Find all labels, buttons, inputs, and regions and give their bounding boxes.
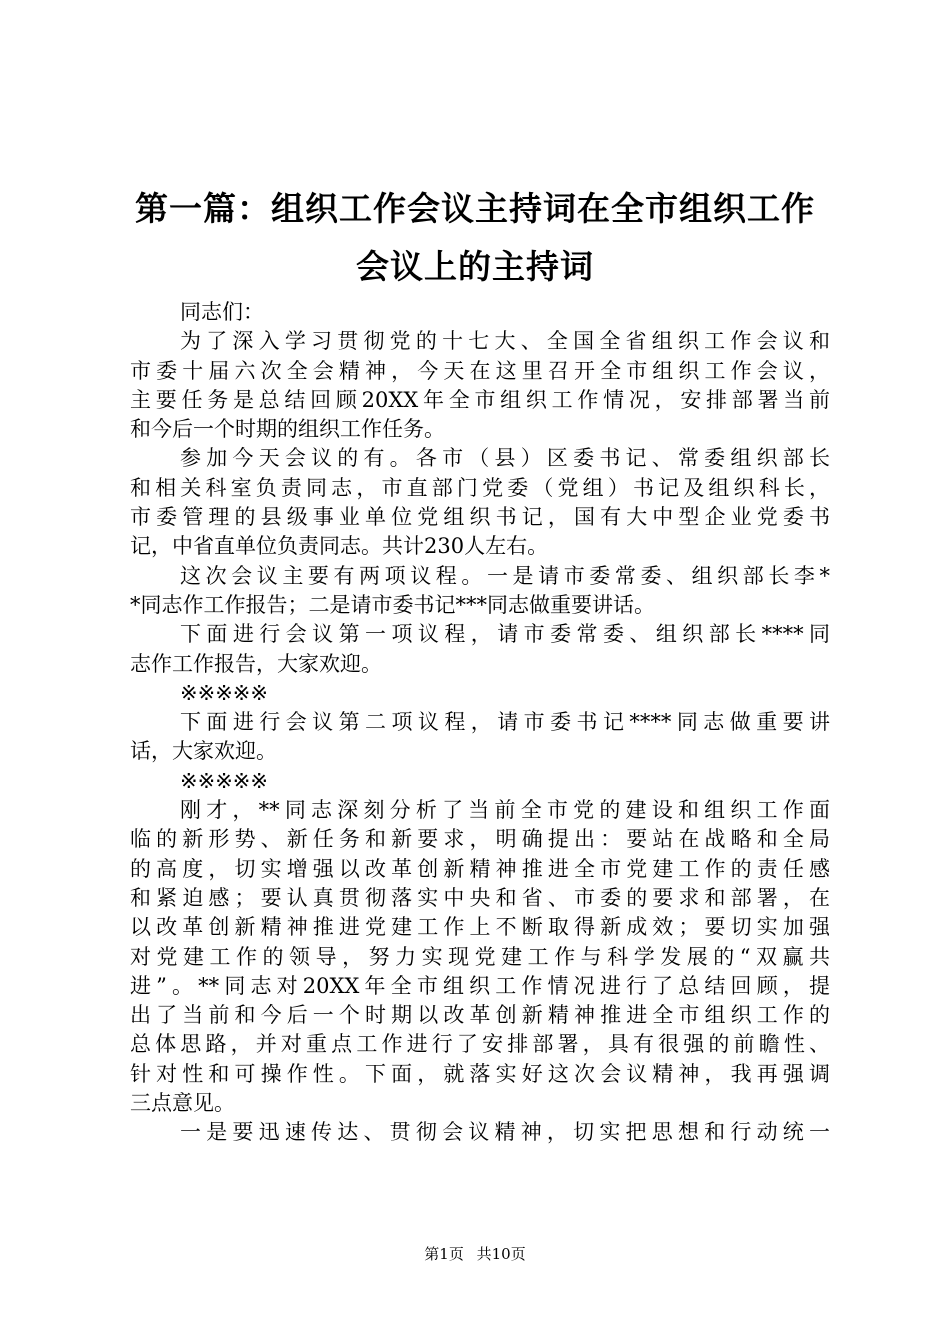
body-line: 这次会议主要有两项议程。一是请市委常委、组织部长李* bbox=[180, 563, 830, 588]
section-separator: ※※※※※ bbox=[180, 680, 268, 705]
body-line: 临的新形势、新任务和新要求，明确提出：要站在战略和全局 bbox=[130, 827, 830, 852]
body-line: 刚才，**同志深刻分析了当前全市党的建设和组织工作面 bbox=[180, 798, 830, 823]
body-line: 和今后一个时期的组织工作任务。 bbox=[130, 417, 445, 442]
document-body bbox=[130, 298, 830, 1148]
body-line: 为了深入学习贯彻党的十七大、全国全省组织工作会议和 bbox=[180, 329, 830, 354]
body-line: 进”。**同志对20XX年全市组织工作情况进行了总结回顾，提 bbox=[130, 973, 830, 998]
page-number: 第1页 bbox=[424, 1245, 464, 1263]
body-line: *同志作工作报告；二是请市委书记***同志做重要讲话。 bbox=[130, 592, 655, 617]
section-separator: ※※※※※ bbox=[180, 768, 268, 793]
body-line: 市委管理的县级事业单位党组织书记，国有大中型企业党委书 bbox=[130, 505, 830, 530]
body-line: 下面进行会议第二项议程，请市委书记****同志做重要讲 bbox=[180, 710, 830, 735]
document-title bbox=[100, 180, 850, 296]
body-line: 总体思路，并对重点工作进行了安排部署，具有很强的前瞻性、 bbox=[130, 1032, 830, 1057]
body-line: 对党建工作的领导，努力实现党建工作与科学发展的“双赢共 bbox=[130, 944, 830, 969]
title-line-1: 第一篇：组织工作会议主持词在全市组织工作 bbox=[135, 189, 815, 228]
body-line: 市委十届六次全会精神，今天在这里召开全市组织工作会议， bbox=[130, 358, 830, 383]
body-line: 和紧迫感；要认真贯彻落实中央和省、市委的要求和部署，在 bbox=[130, 885, 830, 910]
body-line: 记，中省直单位负责同志。共计230人左右。 bbox=[130, 534, 549, 559]
title-line-2: 会议上的主持词 bbox=[356, 247, 594, 286]
body-line: 参加今天会议的有。各市（县）区委书记、常委组织部长 bbox=[180, 446, 830, 471]
body-line: 的高度，切实增强以改革创新精神推进全市党建工作的责任感 bbox=[130, 856, 830, 881]
body-line: 出了当前和今后一个时期以改革创新精神推进全市组织工作的 bbox=[130, 1003, 830, 1028]
body-line: 和相关科室负责同志，市直部门党委（党组）书记及组织科长， bbox=[130, 475, 830, 500]
body-line: 志作工作报告，大家欢迎。 bbox=[130, 651, 382, 676]
body-line: 三点意见。 bbox=[130, 1091, 235, 1116]
salutation: 同志们： bbox=[180, 300, 264, 324]
body-line: 针对性和可操作性。下面，就落实好这次会议精神，我再强调 bbox=[130, 1061, 830, 1086]
body-line: 下面进行会议第一项议程，请市委常委、组织部长****同 bbox=[180, 622, 830, 647]
body-line: 一是要迅速传达、贯彻会议精神，切实把思想和行动统一 bbox=[180, 1120, 830, 1145]
body-line: 主要任务是总结回顾20XX年全市组织工作情况，安排部署当前 bbox=[130, 387, 830, 412]
body-line: 以改革创新精神推进党建工作上不断取得新成效；要切实加强 bbox=[130, 915, 830, 940]
page-footer bbox=[0, 1244, 950, 1264]
body-line: 话，大家欢迎。 bbox=[130, 739, 277, 764]
page-total: 共10页 bbox=[476, 1245, 526, 1263]
